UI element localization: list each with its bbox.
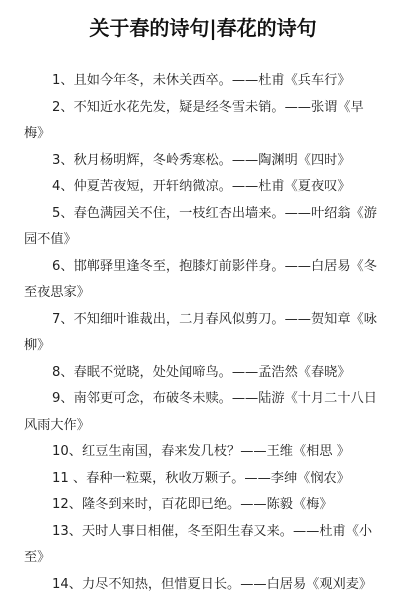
poem-line: 2、不知近水花先发，疑是经冬雪未销。——张谓《早梅》 bbox=[24, 99, 364, 141]
poem-line: 14、力尽不知热，但惜夏日长。——白居易《观刈麦》 bbox=[52, 576, 373, 592]
poem-line: 12、隆冬到来时，百花即已绝。——陈毅《梅》 bbox=[52, 497, 333, 512]
poem-line: 9、南邻更可念，布破冬未赎。——陆游《十月二十八日风雨大作》 bbox=[24, 391, 377, 433]
poem-line: 10、红豆生南国，春来发几枝？——王维《相思 》 bbox=[52, 444, 350, 459]
poem-line: 6、邯郸驿里逢冬至，抱膝灯前影伴身。——白居易《冬至夜思家》 bbox=[24, 258, 377, 300]
poem-line: 11 、春种一粒粟，秋收万颗子。——李绅《悯农》 bbox=[52, 470, 350, 486]
poem-list bbox=[24, 68, 382, 598]
poem-line: 13、天时人事日相催，冬至阳生春又来。——杜甫《小至》 bbox=[24, 523, 373, 565]
poem-line: 7、不知细叶谁裁出，二月春风似剪刀。——贺知章《咏柳》 bbox=[24, 311, 377, 353]
poem-line: 3、秋月杨明辉，冬岭秀寒松。——陶渊明《四时》 bbox=[52, 152, 351, 168]
poem-line: 4、仲夏苦夜短，开轩纳微凉。——杜甫《夏夜叹》 bbox=[52, 179, 351, 194]
poem-line: 8、春眠不觉晓，处处闻啼鸟。——孟浩然《春晓》 bbox=[52, 364, 351, 380]
poem-line: 1、且如今年冬，未休关西卒。——杜甫《兵车行》 bbox=[52, 73, 351, 88]
poem-line: 5、春色满园关不住，一枝红杏出墙来。——叶绍翁《游园不值》 bbox=[24, 205, 377, 247]
page-title: 关于春的诗句|春花的诗句 bbox=[89, 16, 317, 40]
